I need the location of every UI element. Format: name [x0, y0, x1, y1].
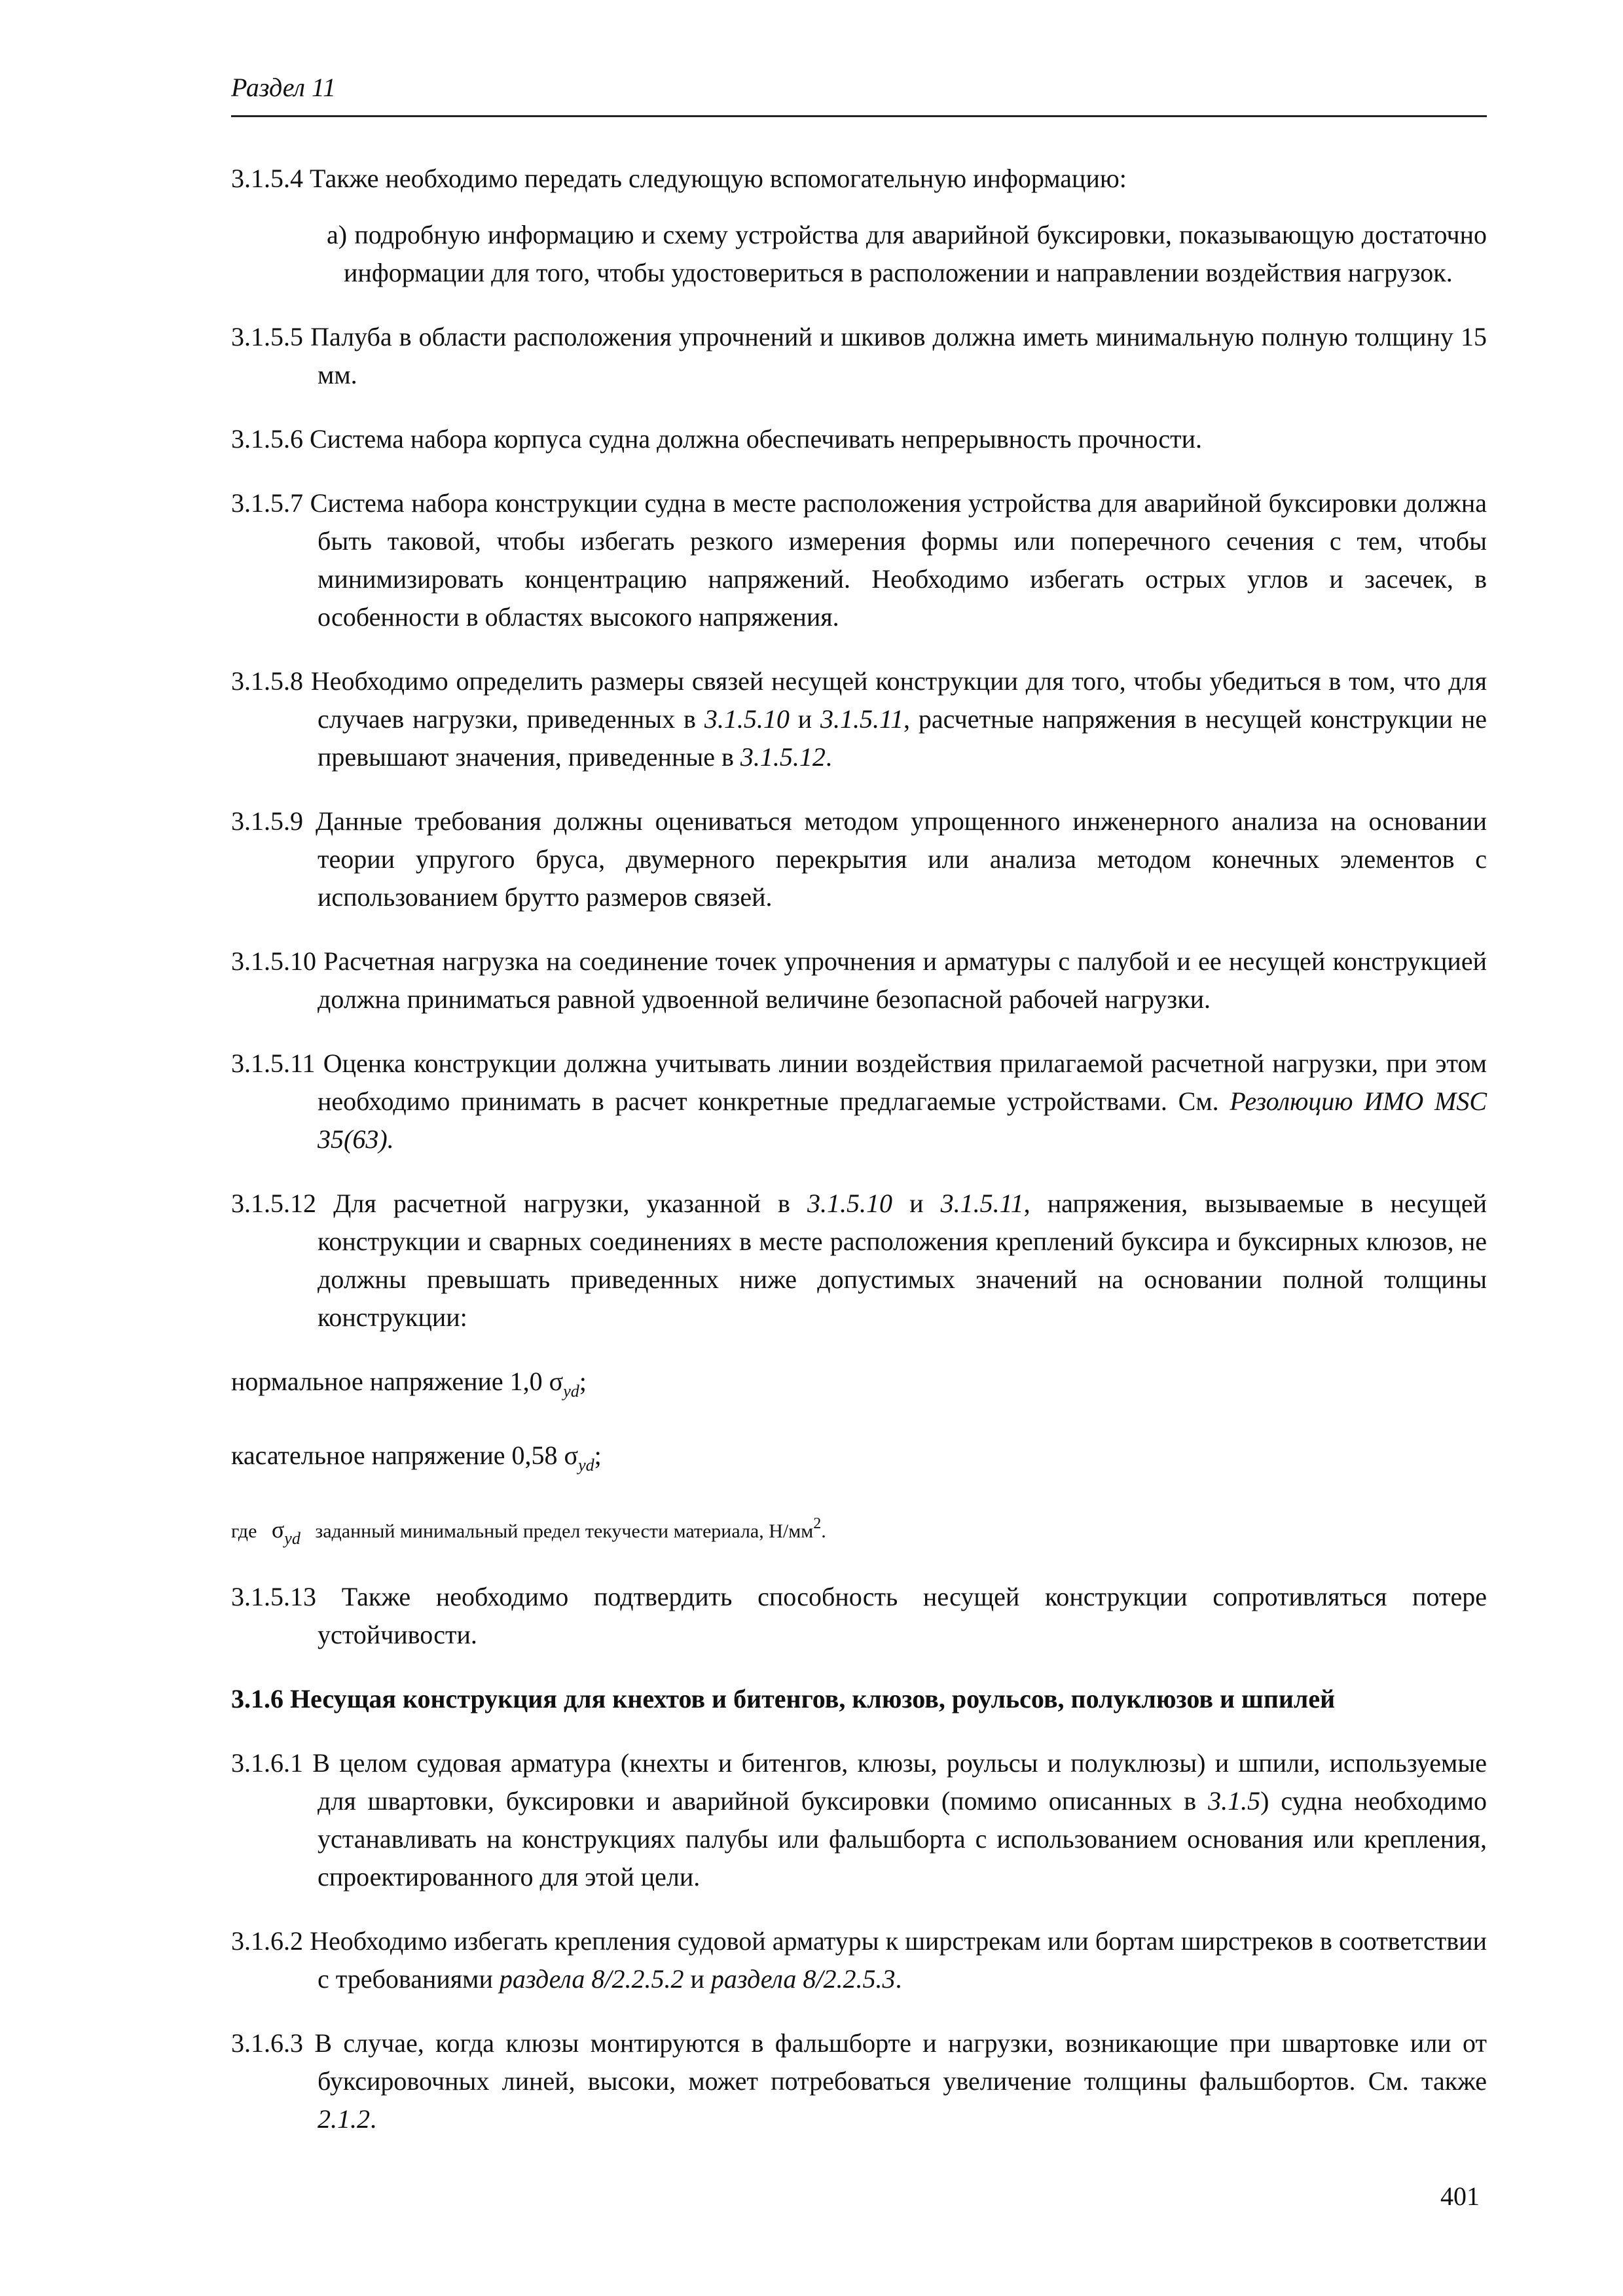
paragraph-3-1-5-6: 3.1.5.6 Система набора корпуса судна должна обеспечивать непрерывность прочности. [231, 424, 1203, 454]
paragraph-3-1-5-10: 3.1.5.10 Расчетная нагрузка на соединение точек упрочнения и арматуры с палубой и ее несущей конструкцией должна приниматься равной удвоенной величине безопасной рабочей нагрузки. [231, 946, 1487, 1014]
paragraph-3-1-6-1: 3.1.6.1 В целом судовая арматура (кнехты и битенгов, клюзы, роульсы и полуклюзы) и шпили, используемые для швартовки, буксировки и аварийной буксировки (помимо описанных в 3.1.5) судна необходимо устанавливать на конструкциях палубы или фальшборта с использованием основания или крепления, спроектированного для этой цели. [231, 1748, 1487, 1892]
header-divider [231, 115, 1487, 117]
section-heading-3-1-6: 3.1.6 Несущая конструкция для кнехтов и битенгов, клюзов, роульсов, полуклюзов и шпилей [231, 1684, 1336, 1713]
cross-reference: 3.1.5.11 [820, 704, 904, 734]
page-number: 401 [1440, 2181, 1480, 2211]
cross-reference: 3.1.5.11 [940, 1189, 1024, 1218]
cross-reference: 3.1.5.12 [740, 742, 826, 772]
cross-reference: раздела 8/2.2.5.2 [499, 1964, 684, 1994]
paragraph-3-1-5-12: 3.1.5.12 Для расчетной нагрузки, указанной в 3.1.5.10 и 3.1.5.11, напряжения, вызываемые в несущей конструкции и сварных соединениях в месте расположения креплений буксира и буксирных клюзов, не должны превышать приведенных ниже допустимых значений на основании полной толщины конструкции: [231, 1189, 1487, 1332]
shear-stress-line: касательное напряжение 0,58 $\sigma_{yd}$; [231, 1441, 602, 1475]
paragraph-3-1-6-2: 3.1.6.2 Необходимо избегать крепления судовой арматуры к ширстрекам или бортам ширстреков в соответствии с требованиями раздела 8/2.2.5.2 и раздела 8/2.2.5.3. [231, 1926, 1487, 1994]
paragraph-3-1-5-4: 3.1.5.4 Также необходимо передать следующую вспомогательную информацию: [231, 164, 1127, 193]
cross-reference: 3.1.5 [1208, 1786, 1261, 1816]
paragraph-3-1-5-5: 3.1.5.5 Палуба в области расположения упрочнений и шкивов должна иметь минимальную полную толщину 15 мм. [231, 322, 1487, 389]
paragraph-3-1-5-13: 3.1.5.13 Также необходимо подтвердить способность несущей конструкции сопротивляться потере устойчивости. [231, 1582, 1487, 1649]
paragraph-3-1-5-11: 3.1.5.11 Оценка конструкции должна учитывать линии воздействия прилагаемой расчетной нагрузки, при этом необходимо принимать в расчет конкретные предлагаемые устройствами. См. Резолюцию ИМО MSC 35(63). [231, 1049, 1487, 1154]
section-header: Раздел 11 [231, 73, 336, 102]
paragraph-3-1-5-8: 3.1.5.8 Необходимо определить размеры связей несущей конструкции для того, чтобы убедиться в том, что для случаев нагрузки, приведенных в 3.1.5.10 и 3.1.5.11, расчетные напряжения в несущей конструкции не превышают значения, приведенные в 3.1.5.12. [231, 666, 1487, 772]
cross-reference: 2.1.2 [318, 2104, 370, 2134]
paragraph-3-1-6-3: 3.1.6.3 В случае, когда клюзы монтируются в фальшборте и нагрузки, возникающие при швартовке или от буксировочных линей, высоки, может потребоваться увеличение толщины фальшбортов. См. также 2.1.2. [231, 2028, 1487, 2134]
paragraph-3-1-5-7: 3.1.5.7 Система набора конструкции судна в месте расположения устройства для аварийной буксировки должна быть таковой, чтобы избегать резкого измерения формы или поперечного сечения с тем, чтобы минимизировать концентрацию напряжений. Необходимо избегать острых углов и засечек, в особенности в областях высокого напряжения. [231, 488, 1487, 632]
paragraph-3-1-5-4-a: а) подробную информацию и схему устройства для аварийной буксировки, показывающую достаточно информации для того, чтобы удостовериться в расположении и направлении воздействия нагрузок. [327, 220, 1487, 287]
paragraph-3-1-5-9: 3.1.5.9 Данные требования должны оцениваться методом упрощенного инженерного анализа на основании теории упругого бруса, двумерного перекрытия или анализа методом конечных элементов с использованием брутто размеров связей. [231, 806, 1487, 912]
cross-reference: 3.1.5.10 [807, 1189, 892, 1218]
document-body [231, 160, 1487, 2138]
normal-stress-line: нормальное напряжение 1,0 $\sigma_{yd}$; [231, 1367, 587, 1401]
cross-reference: раздела 8/2.2.5.3 [710, 1964, 896, 1994]
where-definition: где σyd заданный минимальный предел текучести материала, $Н/мм^2$. [231, 1515, 826, 1548]
cross-reference: 3.1.5.10 [704, 704, 790, 734]
cross-reference: Резолюцию ИМО MSC 35(63). [318, 1086, 1487, 1154]
